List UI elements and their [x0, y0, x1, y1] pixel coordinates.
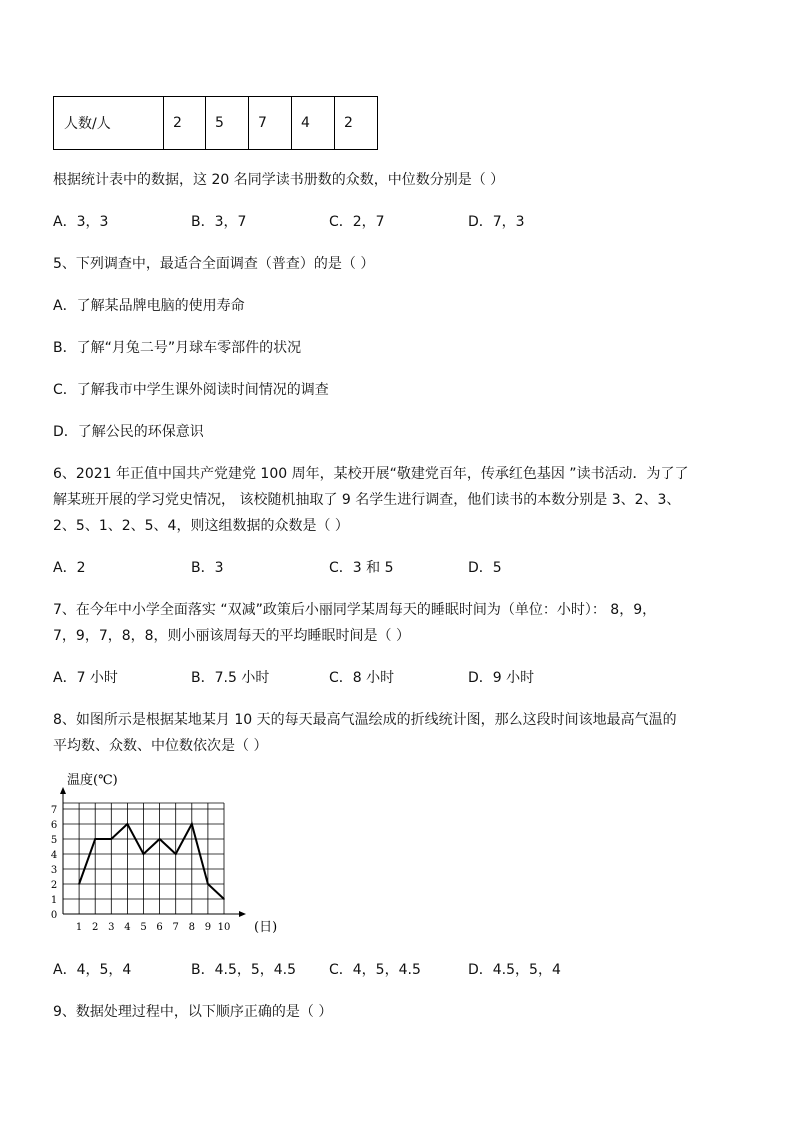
- data-point: [223, 898, 225, 900]
- q6-option-d: D．5: [468, 560, 502, 576]
- x-tick-label: 1: [75, 922, 83, 933]
- temperature-series-line: [79, 824, 224, 899]
- x-tick-label: 7: [172, 922, 179, 933]
- y-tick-label: 4: [50, 850, 58, 861]
- x-tick-label: 3: [108, 922, 115, 933]
- x-axis-label: (日): [254, 920, 278, 935]
- y-tick-label: 5: [50, 835, 58, 846]
- q8-option-c: C．4，5，4.5: [329, 962, 421, 978]
- q8-line-2: 平均数、众数、中位数依次是（ ）: [53, 738, 268, 754]
- q6-line-2: 解某班开展的学习党史情况， 该校随机抽取了 9 名学生进行调查，他们读书的本数分别是 3、2、3、: [53, 492, 681, 508]
- q4-option-c: C．2，7: [329, 214, 385, 230]
- table-cell: 7: [249, 97, 292, 150]
- q4-option-a: A．3，3: [53, 214, 109, 230]
- q8-option-d: D．4.5，5，4: [468, 962, 561, 978]
- q8-option-b: B．4.5，5，4.5: [191, 962, 297, 978]
- q7-line-1: 7、在今年中小学全面落实 “双减”政策后小丽同学某周每天的睡眠时间为（单位：小时）： 8，9，: [53, 602, 657, 618]
- q8-option-a: A．4，5，4: [53, 962, 132, 978]
- data-point: [78, 883, 80, 885]
- x-tick-label: 8: [188, 922, 195, 933]
- table-cell: 5: [206, 97, 249, 150]
- data-point: [191, 823, 193, 825]
- table-row-label: 人数/人: [54, 97, 164, 150]
- q9-stem: 9、数据处理过程中，以下顺序正确的是（ ）: [53, 1004, 333, 1020]
- q8-line-1: 8、如图所示是根据某地某月 10 天的每天最高气温绘成的折线统计图，那么这段时间该地最高气温的: [53, 712, 677, 728]
- q6-option-a: A．2: [53, 560, 86, 576]
- data-point: [94, 838, 96, 840]
- q4-stem: 根据统计表中的数据，这 20 名同学读书册数的众数，中位数分别是（ ）: [53, 172, 505, 188]
- q6-option-b: B．3: [191, 560, 224, 576]
- x-axis-arrow-icon: [239, 911, 246, 917]
- data-point: [175, 853, 177, 855]
- x-tick-label: 10: [217, 922, 231, 933]
- y-tick-label: 2: [50, 880, 58, 891]
- stat-table: [53, 96, 378, 150]
- y-axis-arrow-icon: [60, 787, 66, 794]
- q7-option-c: C．8 小时: [329, 670, 395, 686]
- q5-stem: 5、下列调查中，最适合全面调查（普查）的是（ ）: [53, 256, 375, 272]
- table-cell: 2: [335, 97, 378, 150]
- q5-option-a: A．了解某品牌电脑的使用寿命: [53, 298, 245, 314]
- q4-option-d: D．7，3: [468, 214, 525, 230]
- q7-line-2: 7，9，7，8，8，则小丽该周每天的平均睡眠时间是（ ）: [53, 628, 410, 644]
- q6-line-1: 6、2021 年正值中国共产党建党 100 周年，某校开展“敬建党百年，传承红色基因 ”读书活动．为了了: [53, 466, 689, 482]
- data-point: [127, 823, 129, 825]
- x-tick-label: 5: [140, 922, 147, 933]
- x-tick-label: 6: [156, 922, 163, 933]
- q5-option-d: D．了解公民的环保意识: [53, 424, 204, 440]
- table-cell: 4: [292, 97, 335, 150]
- q7-option-d: D．9 小时: [468, 670, 535, 686]
- q4-option-b: B．3，7: [191, 214, 247, 230]
- x-tick-label: 4: [124, 922, 131, 933]
- q6-option-c: C．3 和 5: [329, 560, 394, 576]
- x-tick-label: 9: [204, 922, 212, 933]
- data-point: [159, 838, 161, 840]
- q6-line-3: 2、5、1、2、5、4，则这组数据的众数是（ ）: [53, 518, 349, 534]
- y-tick-label: 3: [50, 865, 58, 876]
- q5-option-b: B．了解“月兔二号”月球车零部件的状况: [53, 340, 302, 356]
- y-tick-label: 7: [50, 805, 58, 816]
- data-point: [207, 883, 209, 885]
- data-point: [111, 838, 113, 840]
- temperature-line-chart: [40, 772, 300, 942]
- data-point: [143, 853, 145, 855]
- y-tick-label: 1: [50, 895, 58, 906]
- y-tick-label: 6: [50, 820, 58, 831]
- y-tick-label: 0: [50, 910, 58, 921]
- y-axis-label: 温度(℃): [67, 773, 118, 788]
- q5-option-c: C．了解我市中学生课外阅读时间情况的调查: [53, 382, 329, 398]
- table-row: [54, 97, 378, 150]
- table-cell: 2: [164, 97, 206, 150]
- x-tick-label: 2: [92, 922, 99, 933]
- q7-option-a: A．7 小时: [53, 670, 118, 686]
- q7-option-b: B．7.5 小时: [191, 670, 270, 686]
